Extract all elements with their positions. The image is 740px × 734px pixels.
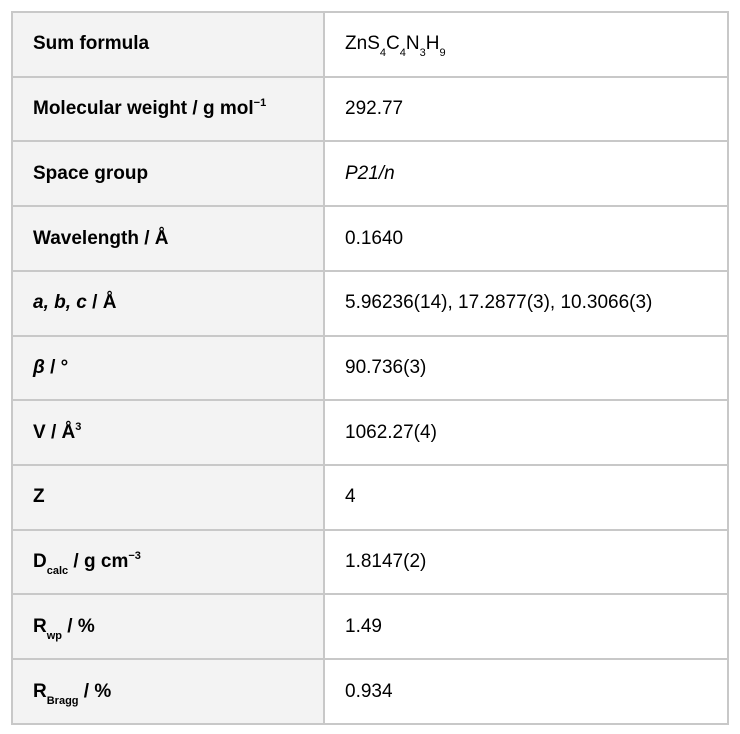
table-row (12, 465, 728, 530)
table-row (12, 206, 728, 271)
table-row (12, 336, 728, 401)
row-label-dcalc: $D_{calc}$ / g $cm^{-3}$ (12, 530, 324, 595)
row-label-cell-lengths: a, b, c / Å (12, 271, 324, 336)
row-label-z: Z (12, 465, 324, 530)
row-label-sum-formula: Sum formula (12, 12, 324, 77)
row-value-volume: 1062.27(4) (324, 400, 728, 465)
row-label-rbragg: $R_{Bragg}$ / % (12, 659, 324, 724)
row-value-sum-formula: $ZnS_4C_4N_3H_9$ (324, 12, 728, 77)
row-label-beta: β / ° (12, 336, 324, 401)
table-row (12, 400, 728, 465)
row-value-rbragg: 0.934 (324, 659, 728, 724)
row-label-wavelength: Wavelength / Å (12, 206, 324, 271)
table-row (12, 12, 728, 77)
table-row (12, 77, 728, 142)
table-row (12, 141, 728, 206)
row-value-rwp: 1.49 (324, 594, 728, 659)
row-label-molecular-weight: Molecular weight / g mol$^{-1}$ (12, 77, 324, 142)
table-row (12, 271, 728, 336)
table-row (12, 530, 728, 595)
table-row (12, 659, 728, 724)
table-row (12, 594, 728, 659)
row-value-dcalc: 1.8147(2) (324, 530, 728, 595)
row-value-space-group: P21/n (324, 141, 728, 206)
row-label-rwp: $R_{wp}$ / % (12, 594, 324, 659)
row-value-z: 4 (324, 465, 728, 530)
row-label-volume: V / $Å^3$ (12, 400, 324, 465)
row-value-wavelength: 0.1640 (324, 206, 728, 271)
row-value-beta: 90.736(3) (324, 336, 728, 401)
row-value-molecular-weight: 292.77 (324, 77, 728, 142)
row-label-space-group: Space group (12, 141, 324, 206)
row-value-cell-lengths: 5.96236(14), 17.2877(3), 10.3066(3) (324, 271, 728, 336)
crystal-parameters-table (11, 11, 729, 725)
